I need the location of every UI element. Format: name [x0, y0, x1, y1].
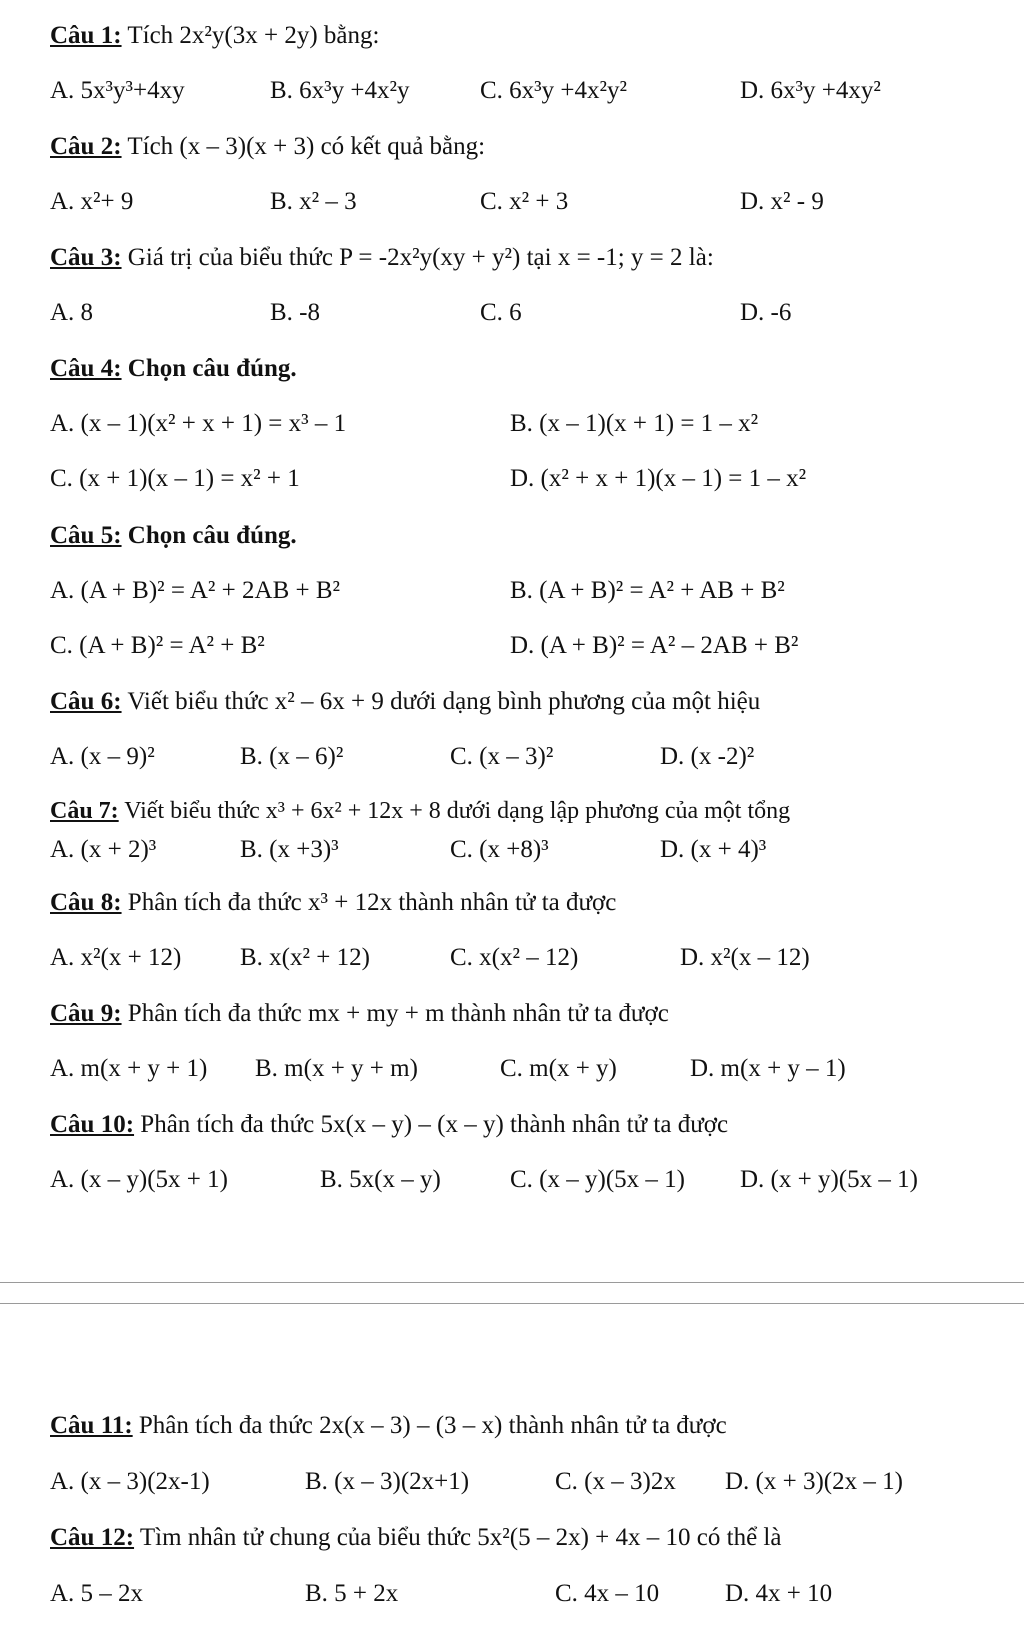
question-text: Phân tích đa thức 5x(x – y) – (x – y) thành nhân tử ta được: [140, 1111, 729, 1138]
question-number: Câu 12:: [50, 1524, 135, 1551]
option-a: A. (x – 1)(x² + x + 1) = x³ – 1: [50, 410, 347, 437]
option-d: D. x² - 9: [740, 188, 824, 215]
question-7: [50, 798, 790, 825]
option-b: B. x(x² + 12): [240, 944, 370, 971]
question-text: Phân tích đa thức x³ + 12x thành nhân tử ta được: [127, 889, 617, 916]
question-5: [50, 522, 297, 550]
question-10: [50, 1111, 728, 1139]
question-number: Câu 5:: [50, 522, 122, 549]
option-b: B. (x – 3)(2x+1): [305, 1468, 470, 1495]
question-number: Câu 11:: [50, 1412, 133, 1439]
option-d: D. (A + B)² = A² – 2AB + B²: [510, 632, 799, 659]
option-c: C. 4x – 10: [555, 1580, 660, 1607]
option-d: D. 6x³y +4xy²: [740, 77, 881, 104]
option-d: D. x²(x – 12): [680, 944, 810, 971]
separator-line: [0, 1282, 1024, 1283]
option-d: D. (x + 4)³: [660, 836, 767, 863]
question-8: [50, 889, 616, 917]
question-4: [50, 355, 297, 383]
option-c: C. (x – y)(5x – 1): [510, 1166, 685, 1193]
option-b: B. (x – 6)²: [240, 743, 344, 770]
option-d: D. -6: [740, 299, 792, 326]
question-number: Câu 1:: [50, 22, 122, 49]
question-1: [50, 22, 379, 50]
option-c: C. m(x + y): [500, 1055, 617, 1082]
option-d: D. (x + 3)(2x – 1): [725, 1468, 903, 1495]
question-number: Câu 4:: [50, 355, 122, 382]
option-c: C. 6: [480, 299, 522, 326]
question-text: Chọn câu đúng.: [127, 355, 297, 382]
question-12: [50, 1524, 781, 1552]
question-number: Câu 2:: [50, 133, 122, 160]
question-number: Câu 7:: [50, 798, 119, 824]
question-2: [50, 133, 485, 161]
question-text: Phân tích đa thức 2x(x – 3) – (3 – x) thành nhân tử ta được: [138, 1412, 727, 1439]
option-c: C. x(x² – 12): [450, 944, 579, 971]
option-c: C. (A + B)² = A² + B²: [50, 632, 265, 659]
option-a: A. x²(x + 12): [50, 944, 182, 971]
option-a: A. (x – 3)(2x-1): [50, 1468, 210, 1495]
question-text: Chọn câu đúng.: [127, 522, 297, 549]
option-a: A. m(x + y + 1): [50, 1055, 208, 1082]
question-text: Viết biểu thức x³ + 6x² + 12x + 8 dưới dạng lập phương của một tổng: [124, 798, 791, 824]
option-c: C. (x +8)³: [450, 836, 549, 863]
option-b: B. 5 + 2x: [305, 1580, 399, 1607]
option-b: B. 6x³y +4x²y: [270, 77, 410, 104]
question-number: Câu 3:: [50, 244, 122, 271]
option-a: A. (x – 9)²: [50, 743, 155, 770]
option-c: C. (x – 3)2x: [555, 1468, 676, 1495]
question-text: Giá trị của biểu thức P = -2x²y(xy + y²) tại x = -1; y = 2 là:: [127, 244, 714, 271]
question-11: [50, 1412, 727, 1440]
option-b: B. (A + B)² = A² + AB + B²: [510, 577, 785, 604]
option-d: D. (x -2)²: [660, 743, 755, 770]
option-a: A. 5x³y³+4xy: [50, 77, 185, 104]
question-9: [50, 1000, 669, 1028]
option-a: A. x²+ 9: [50, 188, 134, 215]
option-b: B. (x – 1)(x + 1) = 1 – x²: [510, 410, 759, 437]
option-c: C. (x + 1)(x – 1) = x² + 1: [50, 465, 300, 492]
separator-line: [0, 1303, 1024, 1304]
option-c: C. 6x³y +4x²y²: [480, 77, 628, 104]
option-d: D. (x² + x + 1)(x – 1) = 1 – x²: [510, 465, 807, 492]
option-d: D. m(x + y – 1): [690, 1055, 846, 1082]
option-b: B. (x +3)³: [240, 836, 339, 863]
question-3: [50, 244, 714, 272]
question-text: Tích (x – 3)(x + 3) có kết quả bằng:: [127, 133, 486, 160]
option-d: D. 4x + 10: [725, 1580, 833, 1607]
option-a: A. (x + 2)³: [50, 836, 157, 863]
question-text: Viết biểu thức x² – 6x + 9 dưới dạng bình phương của một hiệu: [127, 688, 761, 715]
option-c: C. x² + 3: [480, 188, 569, 215]
option-b: B. m(x + y + m): [255, 1055, 418, 1082]
option-a: A. (A + B)² = A² + 2AB + B²: [50, 577, 341, 604]
option-a: A. (x – y)(5x + 1): [50, 1166, 228, 1193]
question-number: Câu 6:: [50, 688, 122, 715]
question-number: Câu 9:: [50, 1000, 122, 1027]
option-d: D. (x + y)(5x – 1): [740, 1166, 918, 1193]
option-c: C. (x – 3)²: [450, 743, 554, 770]
question-number: Câu 10:: [50, 1111, 135, 1138]
question-text: Tìm nhân tử chung của biểu thức 5x²(5 – 2x) + 4x – 10 có thể là: [139, 1524, 782, 1551]
question-text: Phân tích đa thức mx + my + m thành nhân tử ta được: [127, 1000, 669, 1027]
question-number: Câu 8:: [50, 889, 122, 916]
question-6: [50, 688, 760, 716]
option-a: A. 5 – 2x: [50, 1580, 144, 1607]
option-b: B. x² – 3: [270, 188, 357, 215]
option-b: B. -8: [270, 299, 320, 326]
option-b: B. 5x(x – y): [320, 1166, 441, 1193]
option-a: A. 8: [50, 299, 94, 326]
question-text: Tích 2x²y(3x + 2y) bằng:: [127, 22, 380, 49]
